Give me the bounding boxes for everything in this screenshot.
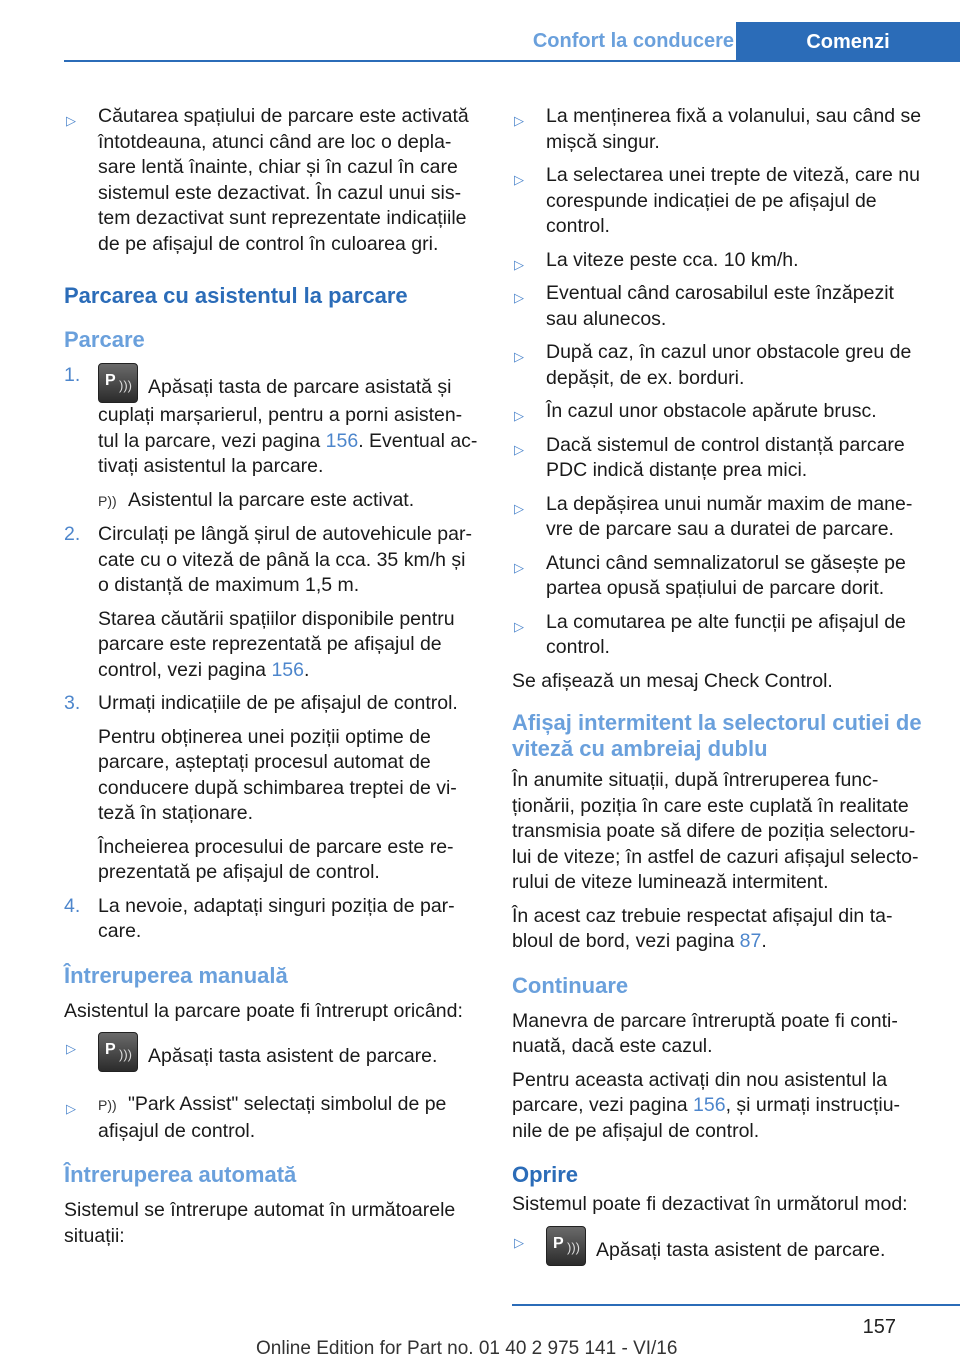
section-heading: Parcarea cu asistentul la parcare	[64, 283, 408, 308]
left-column	[64, 104, 478, 1257]
list-item: ▷ P ))) Apăsați tasta asistent de parcare.	[512, 1226, 926, 1266]
subsection-heading: Continuare	[512, 972, 629, 998]
list-item: ▷ Dacă sistemul de control distanță parcare PDC indică distanțe prea mici.	[514, 433, 905, 481]
bullet-triangle-icon: ▷	[514, 256, 524, 272]
list-item: ▷ La comutarea pe alte funcții pe afișajul de control.	[514, 610, 906, 658]
step-3-note: Încheierea procesului de parcare este re‐prezentată pe afișajul de control.	[98, 835, 454, 883]
bullet-triangle-icon: ▷	[514, 349, 524, 364]
paragraph: Se afișează un mesaj Check Control.	[512, 669, 833, 692]
paragraph: Pentru aceasta activați din nou asistentul la parcare, vezi pagina 156, și urmați instrucțiu‐nile de pe afișajul de control.	[512, 1068, 901, 1142]
bullet-triangle-icon: ▷	[514, 290, 524, 305]
page-link[interactable]: 156	[325, 429, 359, 452]
paragraph: Manevra de parcare întreruptă poate fi conti‐nuată, dacă este cazul.	[512, 1009, 898, 1057]
subsection-heading: Parcare	[64, 327, 145, 352]
bullet-triangle-icon: ▷	[514, 500, 524, 516]
bullet-triangle-icon: ▷	[514, 113, 524, 128]
page-link[interactable]: 156	[693, 1094, 726, 1116]
right-column	[512, 104, 926, 1274]
header-rule	[64, 60, 960, 62]
list-item: ▷ La depășirea unui număr maxim de mane‐vre de parcare sau a duratei de parcare.	[514, 492, 913, 540]
page-number: 157	[862, 1316, 896, 1338]
step-2: 2. Circulați pe lângă șirul de autovehicule par‐cate cu o viteză de până la cca. 35 km/h și o distanță de maximum 1,5 m.	[64, 523, 472, 596]
paragraph: Sistemul poate fi dezactivat în următorul mod:	[512, 1193, 908, 1215]
section-heading: Oprire	[512, 1162, 579, 1187]
subsection-heading: Afișaj intermitent la selectorul cutiei de viteză cu ambreiaj dublu	[512, 710, 922, 761]
list-item: ▷ La menținerea fixă a volanului, sau când se mișcă singur.	[514, 105, 922, 153]
bullet-triangle-icon: ▷	[514, 172, 524, 187]
list-item: ▷ Căutarea spațiului de parcare este activată întotdeauna, atunci când are loc o depla‐sare lentă înainte, chiar și în cazul în care sistemul este dezactivat. În cazul unui sis‐tem dezactivat sunt reprezentate indicațiile de pe afișajul de control în culoarea gri.	[66, 105, 469, 255]
bullet-triangle-icon: ▷	[514, 441, 524, 457]
park-assist-button-icon: P )))	[98, 1032, 138, 1072]
list-item: ▷ La selectarea unei trepte de viteză, care nu corespunde indicației de pe afișajul de control.	[514, 164, 920, 237]
page-link[interactable]: 87	[739, 930, 762, 952]
list-item: ▷ Atunci când semnalizatorul se găsește pe partea opusă spațiului de parcare dorit.	[514, 551, 906, 599]
step-1-note: P)) Asistentul la parcare este activat.	[64, 488, 478, 515]
park-assist-symbol-icon: P))	[98, 492, 117, 509]
step-3-note: Pentru obținerea unei poziții optime de parcare, așteptați procesul automat de conducere după schimbarea treptei de vi‐teză în staționare.	[98, 725, 457, 824]
paragraph: În acest caz trebuie respectat afișajul din ta‐bloul de bord, vezi pagina 87.	[512, 904, 893, 952]
bullet-triangle-icon: ▷	[66, 113, 76, 128]
bullet-triangle-icon: ▷	[514, 408, 524, 423]
subsection-heading: Întreruperea manuală	[64, 962, 288, 988]
park-assist-symbol-icon: P))	[98, 1097, 117, 1113]
list-item: ▷ Eventual când carosabilul este înzăpezit sau alunecos.	[514, 282, 894, 330]
list-item: ▷ După caz, în cazul unor obstacole greu de depășit, de ex. borduri.	[514, 341, 912, 389]
park-assist-button-icon: P )))	[98, 363, 138, 403]
page-header	[0, 0, 960, 62]
bullet-triangle-icon: ▷	[514, 559, 524, 575]
step-2-note: Starea căutării spațiilor disponibile pentru parcare este reprezentată pe afișajul de control, vezi pagina 156.	[98, 607, 455, 681]
paragraph: Sistemul se întrerupe automat în următoarele situații:	[64, 1199, 456, 1247]
active-section-tab[interactable]: Comenzi	[736, 22, 960, 62]
step-1: 1. P ))) Apăsați tasta de parcare asistată și cuplați marșarierul, pentru a porni asisten‐tul la parcare, vezi pagina 156. Eventual ac‐tivați asistentul la parcare.	[64, 364, 478, 477]
list-item: ▷ P ))) Apăsați tasta asistent de parcare.	[64, 1032, 478, 1072]
bullet-triangle-icon: ▷	[514, 618, 524, 634]
list-item: ▷ În cazul unor obstacole apărute brusc.	[512, 399, 926, 425]
section-tab[interactable]: Confort la conducere	[532, 30, 734, 52]
subsection-heading: Întreruperea automată	[64, 1162, 297, 1187]
park-assist-button-icon: P )))	[546, 1226, 586, 1266]
bullet-triangle-icon: ▷	[514, 1234, 524, 1250]
bullet-triangle-icon: ▷	[66, 1041, 76, 1056]
footer-rule	[512, 1304, 960, 1306]
edition-footer: Online Edition for Part no. 01 40 2 975 141 - VI/16	[256, 1338, 678, 1359]
list-item: ▷ P)) "Park Assist" selectați simbolul de pe afișajul de control.	[66, 1093, 447, 1142]
step-4: 4. La nevoie, adaptați singuri poziția de par‐care.	[64, 894, 455, 942]
bullet-triangle-icon: ▷	[66, 1101, 76, 1116]
list-item: ▷ La viteze peste cca. 10 km/h.	[512, 248, 926, 274]
page-link[interactable]: 156	[271, 658, 304, 681]
paragraph: Asistentul la parcare poate fi întrerupt oricând:	[64, 999, 463, 1022]
paragraph: În anumite situații, după întreruperea func‐ționării, poziția în care este cuplată în realitate transmisia poate să difere de poziția selectoru‐lui de viteze; în astfel de cazuri afișajul selecto‐rului de viteze luminează intermitent.	[512, 769, 919, 893]
step-3: 3. Urmați indicațiile de pe afișajul de control.	[64, 692, 458, 714]
